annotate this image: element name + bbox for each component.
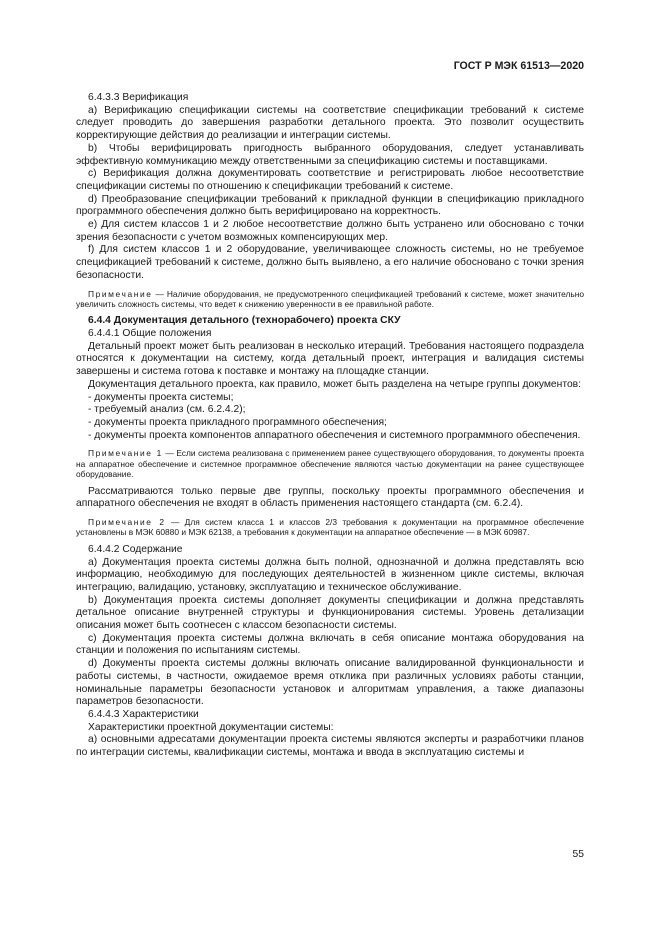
body-paragraph: e) Для систем классов 1 и 2 любое несоответствие должно быть устранено или обосновано с точки зрения безопасности с учетом возможных компенсирующих мер. [76,219,584,243]
note-paragraph [76,517,584,538]
note-label: Примечание 1 [88,448,163,459]
body-paragraph: 6.4.4.2 Содержание [88,543,183,555]
body-paragraph: Характеристики проектной документации системы: [88,721,334,733]
body-paragraph: - документы проекта прикладного программного обеспечения; [88,416,387,428]
section-heading: 6.4.4 Документация детального (технорабочего) проекта СКУ [88,315,401,327]
body-paragraph: c) Документация проекта системы должна включать в себя описание монтажа оборудования на станции и положения по испытаниям системы. [76,632,584,657]
note-text: — Наличие оборудования, не предусмотренного спецификацией требований к системе, может значительно увеличить сложность системы, что ведет к снижению уверенности в ее правильной работе. [76,288,584,309]
body-paragraph: Детальный проект может быть реализован в несколько итераций. Требования настоящего подраздела относятся к документации на систему, когда детальный проект, интеграция и валидация системы завершены и система готова к поставке и монтажу на площадке станции. [76,340,584,378]
body-paragraph: f) Для систем классов 1 и 2 оборудование, увеличивающее сложность системы, но не требуемое спецификацией требований к системе, должно быть выявлено, а его наличие обосновано с точки зрения безопасности. [76,244,584,281]
body-paragraph: a) Документация проекта системы должна быть полной, однозначной и должна представлять всю информацию, необходимую для последующих деятельностей в жизненном цикле системы, включая интеграцию, валидацию, установку, эксплуатацию и техническое обслуживание. [76,556,584,593]
body-paragraph: 6.4.4.3 Характеристики [88,708,199,720]
note-paragraph [76,448,584,479]
body-paragraph: 6.4.3.3 Верификация [88,92,189,103]
body-paragraph: 6.4.4.1 Общие положения [88,328,212,340]
body-paragraph: b) Документация проекта системы дополняет документы спецификации и должна представлять детальное описание внутренней структуры и функционирования системы. Уровень детализации описания может быть соотнесен с классом безопасности системы. [76,594,584,632]
standard-header: ГОСТ Р МЭК 61513—2020 [453,60,584,72]
body-paragraph: Рассматриваются только первые две группы, поскольку проекты программного обеспечения и аппаратного обеспечения не входят в область применения настоящего стандарта (см. 6.2.4). [76,485,584,510]
body-paragraph: c) Верификация должна документировать соответствие и регистрировать любое несоответствие спецификации системы по отношению к спецификации требований к системе. [76,168,584,192]
body-paragraph: a) Верификацию спецификации системы на соответствие спецификации требований к системе следует проводить до завершения разработки детального проекта. Это позволит осуществить корректирующие действия до реализации и интеграции системы. [76,104,584,142]
body-paragraph: b) Чтобы верифицировать пригодность выбранного оборудования, следует устанавливать эффективную коммуникацию между ответственными за спецификацию системы и поставщиками. [76,142,584,167]
note-label: Примечание [88,288,153,299]
body-paragraph: - требуемый анализ (см. 6.2.4.2); [88,404,246,416]
note-text: — Для систем класса 1 и классов 2/3 требования к документации на программное обеспечение установлены в МЭК 60880 и МЭК 62138, а требования к документации на аппаратное обеспечение — в МЭК 60987. [76,517,584,538]
document-body [76,92,584,760]
body-paragraph: d) Преобразование спецификации требований к прикладной функции в спецификацию прикладного программного обеспечения должно быть верифицировано на корректность. [76,193,584,218]
body-paragraph: a) основными адресатами документации проекта системы являются эксперты и разработчики планов по интеграции системы, квалификации системы, монтажа и ввода в эксплуатацию системы и [76,734,584,759]
body-paragraph: d) Документы проекта системы должны включать описание валидированной функциональности и работы системы, в частности, ожидаемое время отклика при различных условиях работы станции, номинальные параметры безопасности установок и алгоритмам управления, а также диапазоны параметров безопасности. [76,658,584,708]
body-paragraph: Документация детального проекта, как правило, может быть разделена на четыре группы документов: [88,378,582,390]
body-paragraph: - документы проекта системы; [88,391,234,403]
note-label: Примечание 2 [88,517,166,528]
body-paragraph: - документы проекта компонентов аппаратного обеспечения и системного программного обеспечения. [88,429,581,441]
note-paragraph [76,289,584,310]
page-number: 55 [572,849,584,860]
note-text: — Если система реализована с применением ранее существующего оборудования, то документы проекта на аппаратное обеспечение и системное программное обеспечение являются частью документации на ранее существующее оборудование. [76,448,584,480]
